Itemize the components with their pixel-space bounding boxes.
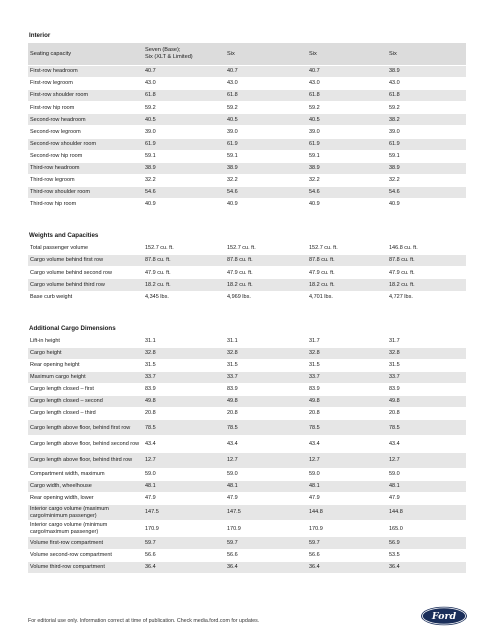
row-label: First-row headroom <box>28 66 143 78</box>
value-cell: 31.5 <box>143 359 225 371</box>
value-cell: 87.8 cu. ft. <box>225 255 307 267</box>
row-label: Second-row shoulder room <box>28 138 143 150</box>
value-cell: 40.9 <box>307 199 387 211</box>
value-cell: 43.4 <box>143 436 225 452</box>
row-label: Cargo volume behind first row <box>28 255 143 267</box>
ford-logo-wordmark: Ford <box>431 611 457 623</box>
value-cell: 43.0 <box>387 78 466 90</box>
value-cell: 32.2 <box>387 174 466 186</box>
value-cell: 59.7 <box>307 537 387 549</box>
value-cell: 59.1 <box>387 150 466 162</box>
value-cell: 61.9 <box>387 138 466 150</box>
value-cell: 56.6 <box>143 549 225 561</box>
value-cell: 38.9 <box>225 162 307 174</box>
row-label: Volume first-row compartment <box>28 537 143 549</box>
value-cell: 54.6 <box>307 186 387 198</box>
cargo-table-body <box>28 336 466 574</box>
value-cell: 54.6 <box>387 186 466 198</box>
value-cell: 47.9 <box>387 493 466 505</box>
value-cell: 56.6 <box>225 549 307 561</box>
value-cell: 152.7 cu. ft. <box>143 243 225 255</box>
row-label: Second-row hip room <box>28 150 143 162</box>
row-label: Rear opening width, lower <box>28 493 143 505</box>
weights-table-body <box>28 243 466 303</box>
table-row <box>28 174 466 186</box>
value-cell: 87.8 cu. ft. <box>307 255 387 267</box>
table-row <box>28 243 466 255</box>
value-cell: 87.8 cu. ft. <box>387 255 466 267</box>
table-row <box>28 102 466 114</box>
value-cell: 31.7 <box>307 336 387 348</box>
value-cell: 59.0 <box>225 468 307 480</box>
value-cell: 53.5 <box>387 549 466 561</box>
value-cell: 40.9 <box>387 199 466 211</box>
table-row <box>28 90 466 102</box>
value-cell: 40.9 <box>225 199 307 211</box>
value-cell: 59.7 <box>143 537 225 549</box>
value-cell: 36.4 <box>143 561 225 573</box>
table-row <box>28 255 466 267</box>
value-cell: 59.7 <box>225 537 307 549</box>
row-label: Interior cargo volume (minimum cargo/maximum passenger) <box>28 521 143 537</box>
table-row <box>28 347 466 359</box>
table-row <box>28 78 466 90</box>
value-cell: 47.9 <box>225 493 307 505</box>
header-cell: Six <box>387 43 466 66</box>
value-cell: 170.9 <box>143 521 225 537</box>
row-label: Third-row headroom <box>28 162 143 174</box>
value-cell: 32.8 <box>143 347 225 359</box>
value-cell: 61.8 <box>143 90 225 102</box>
row-label: Cargo length above floor, behind second row <box>28 436 143 452</box>
value-cell: 18.2 cu. ft. <box>143 279 225 291</box>
value-cell: 152.7 cu. ft. <box>307 243 387 255</box>
table-row <box>28 383 466 395</box>
value-cell: 170.9 <box>225 521 307 537</box>
value-cell: 36.4 <box>225 561 307 573</box>
value-cell: 147.5 <box>143 505 225 521</box>
value-cell: 48.1 <box>387 480 466 492</box>
value-cell: 40.7 <box>143 66 225 78</box>
value-cell: 78.5 <box>387 420 466 436</box>
value-cell: 38.9 <box>387 162 466 174</box>
section-title-weights: Weights and Capacities <box>29 232 99 240</box>
value-cell: 59.1 <box>307 150 387 162</box>
table-row <box>28 114 466 126</box>
value-cell: 38.2 <box>387 114 466 126</box>
table-row <box>28 561 466 573</box>
value-cell: 83.9 <box>143 383 225 395</box>
table-row <box>28 162 466 174</box>
value-cell: 40.5 <box>225 114 307 126</box>
table-row <box>28 468 466 480</box>
value-cell: 33.7 <box>143 371 225 383</box>
section-title-interior: Interior <box>29 32 51 39</box>
value-cell: 32.2 <box>143 174 225 186</box>
value-cell: 40.5 <box>307 114 387 126</box>
header-cell: Seven (Base); Six (XLT & Limited) <box>143 43 225 66</box>
weights-table <box>28 243 466 303</box>
value-cell: 18.2 cu. ft. <box>307 279 387 291</box>
value-cell: 56.6 <box>307 549 387 561</box>
row-label: Base curb weight <box>28 291 143 303</box>
value-cell: 165.0 <box>387 521 466 537</box>
value-cell: 59.2 <box>387 102 466 114</box>
value-cell: 4,345 lbs. <box>143 291 225 303</box>
row-label: Third-row shoulder room <box>28 186 143 198</box>
table-row <box>28 396 466 408</box>
row-label: Maximum cargo height <box>28 371 143 383</box>
row-label: First-row legroom <box>28 78 143 90</box>
ford-logo-icon <box>420 606 468 626</box>
value-cell: 48.1 <box>225 480 307 492</box>
value-cell: 39.0 <box>225 126 307 138</box>
row-label: Cargo length above floor, behind third row <box>28 452 143 468</box>
table-row <box>28 505 466 521</box>
value-cell: 54.6 <box>143 186 225 198</box>
header-cell: Six <box>307 43 387 66</box>
value-cell: 61.8 <box>387 90 466 102</box>
value-cell: 61.8 <box>307 90 387 102</box>
row-label: Cargo length closed – first <box>28 383 143 395</box>
value-cell: 49.8 <box>387 396 466 408</box>
value-cell: 20.8 <box>307 408 387 420</box>
table-header-row <box>28 43 466 66</box>
row-label: Volume second-row compartment <box>28 549 143 561</box>
table-row <box>28 291 466 303</box>
value-cell: 49.8 <box>143 396 225 408</box>
value-cell: 40.7 <box>225 66 307 78</box>
table-row <box>28 267 466 279</box>
value-cell: 83.9 <box>387 383 466 395</box>
value-cell: 39.0 <box>307 126 387 138</box>
row-label: Second-row headroom <box>28 114 143 126</box>
value-cell: 43.4 <box>225 436 307 452</box>
table-row <box>28 279 466 291</box>
value-cell: 48.1 <box>143 480 225 492</box>
value-cell: 54.6 <box>225 186 307 198</box>
table-row <box>28 408 466 420</box>
row-label: Compartment width, maximum <box>28 468 143 480</box>
value-cell: 146.8 cu. ft. <box>387 243 466 255</box>
value-cell: 59.0 <box>143 468 225 480</box>
table-row <box>28 549 466 561</box>
value-cell: 38.9 <box>143 162 225 174</box>
interior-table-body <box>28 43 466 211</box>
row-label: Total passenger volume <box>28 243 143 255</box>
value-cell: 144.8 <box>387 505 466 521</box>
value-cell: 33.7 <box>225 371 307 383</box>
value-cell: 83.9 <box>307 383 387 395</box>
value-cell: 61.9 <box>307 138 387 150</box>
value-cell: 47.9 cu. ft. <box>225 267 307 279</box>
value-cell: 20.8 <box>387 408 466 420</box>
value-cell: 152.7 cu. ft. <box>225 243 307 255</box>
value-cell: 144.8 <box>307 505 387 521</box>
value-cell: 32.8 <box>307 347 387 359</box>
value-cell: 61.9 <box>225 138 307 150</box>
value-cell: 59.1 <box>143 150 225 162</box>
value-cell: 32.8 <box>387 347 466 359</box>
row-label: Cargo volume behind second row <box>28 267 143 279</box>
row-label: Third-row hip room <box>28 199 143 211</box>
value-cell: 31.1 <box>225 336 307 348</box>
value-cell: 59.2 <box>307 102 387 114</box>
value-cell: 78.5 <box>307 420 387 436</box>
value-cell: 31.5 <box>387 359 466 371</box>
table-row <box>28 186 466 198</box>
value-cell: 36.4 <box>307 561 387 573</box>
value-cell: 61.9 <box>143 138 225 150</box>
value-cell: 38.9 <box>387 66 466 78</box>
value-cell: 18.2 cu. ft. <box>387 279 466 291</box>
value-cell: 12.7 <box>143 452 225 468</box>
table-row <box>28 66 466 78</box>
value-cell: 43.0 <box>143 78 225 90</box>
value-cell: 83.9 <box>225 383 307 395</box>
value-cell: 39.0 <box>387 126 466 138</box>
value-cell: 48.1 <box>307 480 387 492</box>
value-cell: 87.8 cu. ft. <box>143 255 225 267</box>
value-cell: 12.7 <box>307 452 387 468</box>
value-cell: 47.9 <box>143 493 225 505</box>
table-row <box>28 436 466 452</box>
table-row <box>28 199 466 211</box>
value-cell: 78.5 <box>225 420 307 436</box>
row-label: Cargo length above floor, behind first row <box>28 420 143 436</box>
value-cell: 4,727 lbs. <box>387 291 466 303</box>
value-cell: 170.9 <box>307 521 387 537</box>
value-cell: 43.4 <box>307 436 387 452</box>
header-label: Seating capacity <box>28 43 143 66</box>
value-cell: 12.7 <box>387 452 466 468</box>
value-cell: 59.1 <box>225 150 307 162</box>
value-cell: 43.4 <box>387 436 466 452</box>
value-cell: 59.0 <box>307 468 387 480</box>
table-row <box>28 371 466 383</box>
value-cell: 59.0 <box>387 468 466 480</box>
row-label: Cargo width, wheelhouse <box>28 480 143 492</box>
value-cell: 33.7 <box>387 371 466 383</box>
value-cell: 56.9 <box>387 537 466 549</box>
row-label: Cargo length closed – third <box>28 408 143 420</box>
value-cell: 47.9 cu. ft. <box>143 267 225 279</box>
value-cell: 12.7 <box>225 452 307 468</box>
table-row <box>28 126 466 138</box>
table-row <box>28 150 466 162</box>
value-cell: 20.8 <box>143 408 225 420</box>
table-row <box>28 336 466 348</box>
value-cell: 31.5 <box>225 359 307 371</box>
row-label: Interior cargo volume (maximum cargo/minimum passenger) <box>28 505 143 521</box>
row-label: Cargo volume behind third row <box>28 279 143 291</box>
row-label: First-row shoulder room <box>28 90 143 102</box>
value-cell: 47.9 cu. ft. <box>307 267 387 279</box>
spec-sheet <box>28 30 466 574</box>
cargo-table <box>28 336 466 574</box>
value-cell: 40.5 <box>143 114 225 126</box>
value-cell: 32.2 <box>225 174 307 186</box>
row-label: First-row hip room <box>28 102 143 114</box>
value-cell: 4,701 lbs. <box>307 291 387 303</box>
value-cell: 32.8 <box>225 347 307 359</box>
value-cell: 43.0 <box>307 78 387 90</box>
value-cell: 59.2 <box>225 102 307 114</box>
row-label: Third-row legroom <box>28 174 143 186</box>
footer-disclaimer: For editorial use only. Information correct at time of publication. Check media.ford.com for updates. <box>28 618 260 624</box>
header-cell: Six <box>225 43 307 66</box>
table-row <box>28 359 466 371</box>
value-cell: 49.8 <box>307 396 387 408</box>
value-cell: 61.8 <box>225 90 307 102</box>
value-cell: 20.8 <box>225 408 307 420</box>
value-cell: 33.7 <box>307 371 387 383</box>
section-title-cargo: Additional Cargo Dimensions <box>29 324 116 332</box>
value-cell: 31.7 <box>387 336 466 348</box>
interior-table <box>28 43 466 211</box>
value-cell: 147.5 <box>225 505 307 521</box>
table-row <box>28 480 466 492</box>
value-cell: 40.9 <box>143 199 225 211</box>
table-row <box>28 420 466 436</box>
value-cell: 4,969 lbs. <box>225 291 307 303</box>
value-cell: 36.4 <box>387 561 466 573</box>
row-label: Volume third-row compartment <box>28 561 143 573</box>
row-label: Rear opening height <box>28 359 143 371</box>
value-cell: 78.5 <box>143 420 225 436</box>
value-cell: 49.8 <box>225 396 307 408</box>
value-cell: 38.9 <box>307 162 387 174</box>
row-label: Lift-in height <box>28 336 143 348</box>
value-cell: 43.0 <box>225 78 307 90</box>
value-cell: 32.2 <box>307 174 387 186</box>
row-label: Cargo length closed – second <box>28 396 143 408</box>
value-cell: 59.2 <box>143 102 225 114</box>
table-row <box>28 493 466 505</box>
table-row <box>28 452 466 468</box>
row-label: Second-row legroom <box>28 126 143 138</box>
table-row <box>28 537 466 549</box>
value-cell: 31.5 <box>307 359 387 371</box>
table-row <box>28 138 466 150</box>
table-row <box>28 521 466 537</box>
value-cell: 40.7 <box>307 66 387 78</box>
row-label: Cargo height <box>28 347 143 359</box>
value-cell: 39.0 <box>143 126 225 138</box>
value-cell: 18.2 cu. ft. <box>225 279 307 291</box>
value-cell: 31.1 <box>143 336 225 348</box>
value-cell: 47.9 cu. ft. <box>387 267 466 279</box>
value-cell: 47.9 <box>307 493 387 505</box>
